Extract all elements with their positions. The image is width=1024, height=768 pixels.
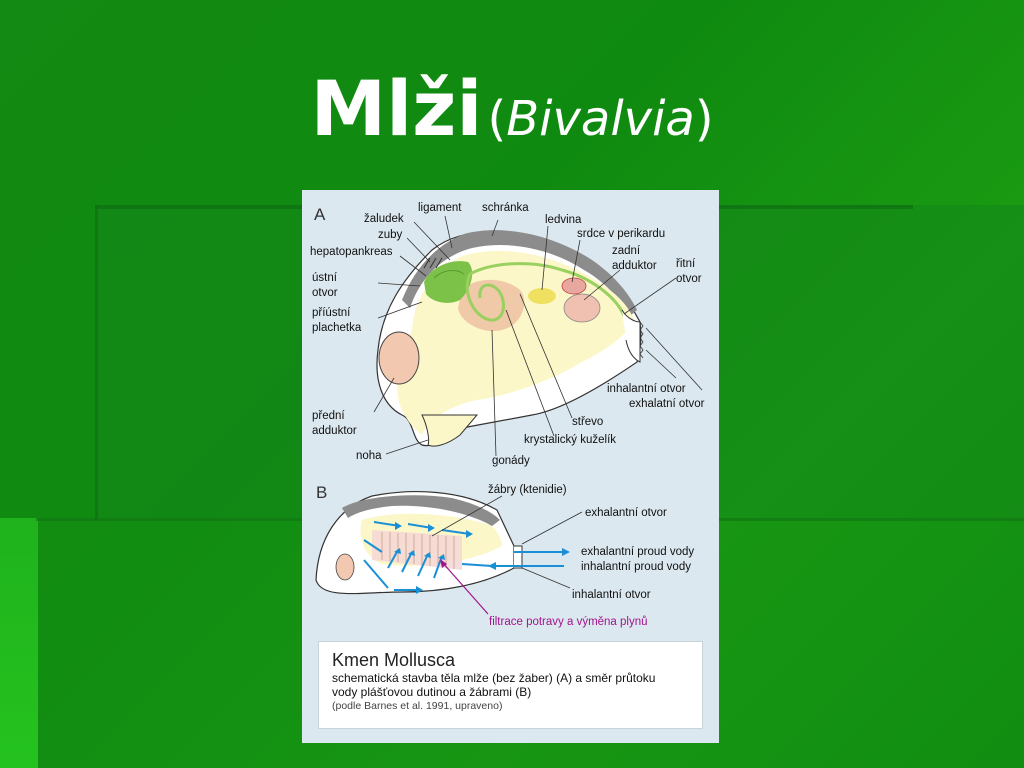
label-inhalantni-proud: inhalantní proud vody bbox=[581, 561, 691, 573]
label-schranka: schránka bbox=[482, 202, 529, 214]
label-srdce: srdce v perikardu bbox=[577, 228, 666, 240]
label-inhalantni-otvor: inhalantní otvor bbox=[607, 383, 686, 395]
label-ustni-line1: ústní bbox=[312, 272, 337, 284]
label-filtrace: filtrace potravy a výměna plynů bbox=[489, 616, 648, 628]
label-exhalantni-otvor: exhalantní otvor bbox=[585, 507, 667, 519]
label-ritni-line1: řitní bbox=[676, 258, 696, 270]
label-zaludek: žaludek bbox=[364, 213, 404, 225]
caption-line-2: vody plášťovou dutinou a žábrami (B) bbox=[332, 685, 532, 699]
label-priustni-line2: plachetka bbox=[312, 322, 362, 334]
label-predni-line1: přední bbox=[312, 410, 345, 422]
label-ustni-line2: otvor bbox=[312, 287, 338, 299]
label-zabry: žábry (ktenidie) bbox=[488, 484, 567, 496]
title-paren-open: ( bbox=[487, 91, 507, 147]
caption-line-1: schematická stavba těla mlže (bez žaber) (A) a směr průtoku bbox=[332, 671, 656, 685]
label-inhalantni-otvor-b: inhalantní otvor bbox=[572, 589, 651, 601]
panel-b-letter: B bbox=[316, 483, 328, 502]
label-hepatopankreas: hepatopankreas bbox=[310, 246, 393, 258]
label-strevo: střevo bbox=[572, 416, 604, 428]
label-priustni-line1: příústní bbox=[312, 307, 351, 319]
caption-source: (podle Barnes et al. 1991, upraveno) bbox=[332, 700, 503, 712]
caption-title: Kmen Mollusca bbox=[332, 650, 456, 670]
bivalve-anatomy-figure bbox=[302, 190, 719, 743]
label-predni-line2: adduktor bbox=[312, 425, 357, 437]
label-zuby: zuby bbox=[378, 229, 403, 241]
background-band-left bbox=[0, 518, 38, 768]
label-exhalatni-otvor: exhalatní otvor bbox=[629, 398, 705, 410]
label-zadni-line2: adduktor bbox=[612, 260, 657, 272]
label-ledvina: ledvina bbox=[545, 214, 582, 226]
label-kuzelik: krystalický kuželík bbox=[524, 434, 617, 446]
label-ligament: ligament bbox=[418, 202, 462, 214]
background-line-left bbox=[95, 205, 98, 520]
label-exhalantni-proud: exhalantní proud vody bbox=[581, 546, 695, 558]
panel-a-letter: A bbox=[314, 205, 326, 224]
panel-b-body bbox=[316, 492, 522, 594]
title-main: Mlži bbox=[310, 64, 483, 153]
slide-title bbox=[0, 64, 1024, 153]
title-latin: Bivalvia bbox=[506, 91, 695, 147]
title-paren-close: ) bbox=[694, 91, 714, 147]
label-ritni-line2: otvor bbox=[676, 273, 702, 285]
label-noha: noha bbox=[356, 450, 382, 462]
panel-a-body bbox=[377, 230, 643, 446]
label-gonady: gonády bbox=[492, 455, 530, 467]
figure-caption bbox=[318, 641, 703, 729]
label-zadni-line1: zadní bbox=[612, 245, 641, 257]
